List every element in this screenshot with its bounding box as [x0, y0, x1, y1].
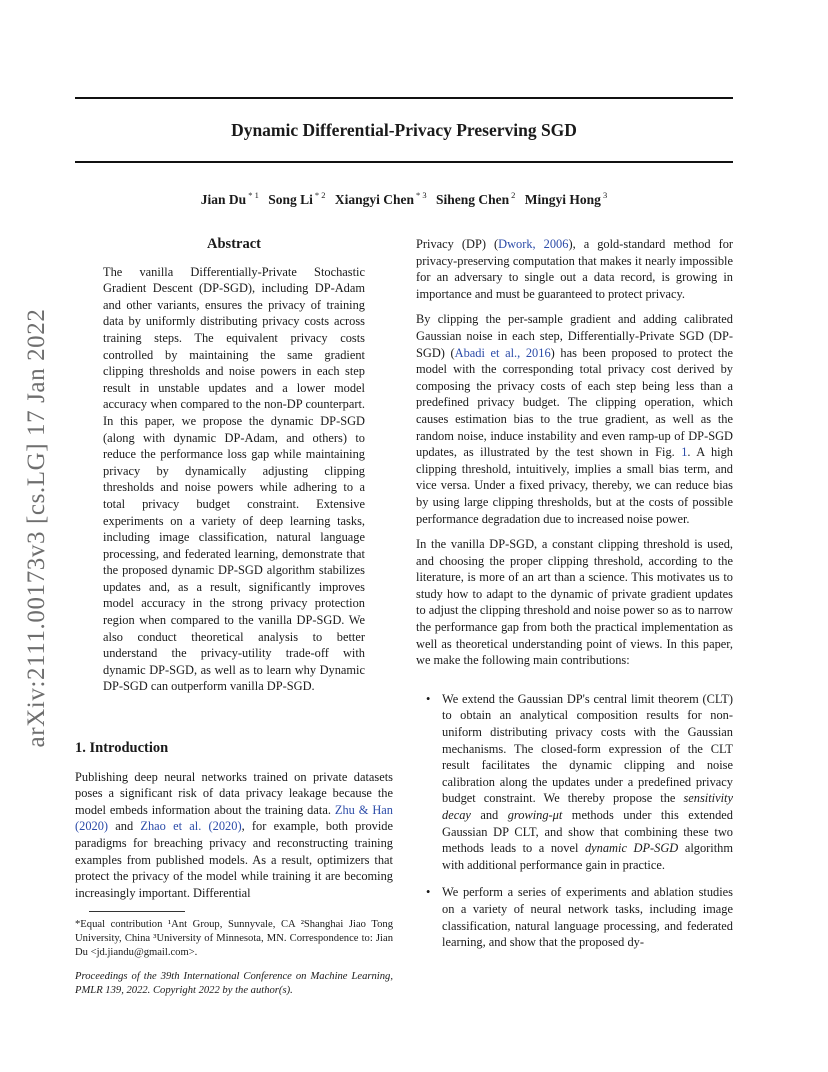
arxiv-watermark: arXiv:2111.00173v3 [cs.LG] 17 Jan 2022 [23, 308, 50, 748]
author: Song Li $^{* 2}$ [268, 190, 326, 207]
author-list [75, 190, 733, 208]
contribution-list [416, 691, 733, 951]
figure-link[interactable]: 1 [681, 445, 688, 460]
list-item: • We perform a series of experiments and ablation studies on a variety of neural network tasks, including image classification, natural language processing, and federated learning, and show that the proposed dy- [416, 884, 733, 950]
intro-paragraph: Publishing deep neural networks trained on private datasets poses a significant risk of data privacy leakage because the model embeds information about the training data. Zhu & Han (2020) and Zhao et al. (2020), for example, both provide paradigms for breaching privacy and reconstructing training examples from published models. As a result, optimizers that protect the privacy of the model while training it are becoming increasingly important. Differential [75, 769, 394, 900]
author: Mingyi Hong $^3$ [524, 190, 608, 207]
list-item: • We extend the Gaussian DP's central limit theorem (CLT) to obtain an analytical composition results for non-uniform distributing privacy costs with the Gaussian mechanisms. The closed-form expression of the CLT result facilitates the dynamic clipping and noise calibration along the updates under a predefined privacy budget constraint. We thereby propose the sensitivity decay and growing-μt methods under this extended Gaussian DP CLT, and show that combining these two methods leads to a novel dynamic DP-SGD algorithm with additional performance gain in practice. [416, 691, 733, 874]
intro-paragraph: Privacy (DP) (Dwork, 2006), a gold-standard method for privacy-preserving computation that makes it nearly impossible for an adversary to single out a data record, is growing in importance and must be guaranteed to protect privacy. [416, 237, 734, 301]
title-bottom-rule [75, 161, 733, 163]
section-heading-introduction: 1. Introduction [75, 740, 169, 757]
citation-link[interactable]: Zhao et al. (2020) [140, 819, 242, 834]
abstract-text: The vanilla Differentially-Private Stochastic Gradient Descent (DP-SGD), including DP-Adam and other variants, ensures the privacy of training data by uniformly distributing privacy costs across training steps. The equivalent privacy costs controlled by maintaining the same gradient clipping thresholds and noise powers in each step result in unstable updates and a lower model accuracy when compared to the non-DP counterpart. In this paper, we propose the dynamic DP-SGD (along with dynamic DP-Adam, and others) to reduce the performance loss gap while maintaining privacy by dynamically adjusting clipping thresholds and noise powers while adhering to a total privacy budget constraint. Extensive experiments on a variety of deep learning tasks, including image classification, natural language processing, and federated learning, demonstrate that the proposed dynamic DP-SGD algorithm stabilizes updates and, as a result, significantly improves model accuracy in the strong privacy protection region when compared to the vanilla DP-SGD. We also conduct theoretical analysis to better understand the privacy-utility trade-off with dynamic DP-SGD, as well as to learn why Dynamic DP-SGD can outperform vanilla DP-SGD. [103, 264, 365, 694]
citation-link[interactable]: Zhu & Han (2020) [75, 802, 394, 834]
footnote-affiliations: *Equal contribution ¹Ant Group, Sunnyvale, CA ²Shanghai Jiao Tong University, China ³University of Minnesota, MN. Correspondence to: Jian Du <jd.jiandu@gmail.com>. [75, 919, 393, 958]
author: Siheng Chen $^2$ [436, 190, 516, 207]
left-column [75, 236, 393, 997]
intro-paragraph: In the vanilla DP-SGD, a constant clipping threshold is used, and choosing the proper clipping threshold, according to the literature, is more of an art than a science. This motivates us to study how to adapt to the dynamic of private gradient updates to adjust the clipping threshold and noise power so as to narrow the performance gap from both the practical implementation as well as theoretical understanding point of views. In this paper, we make the following main contributions: [416, 537, 733, 668]
paper-title: Dynamic Differential-Privacy Preserving SGD [231, 120, 577, 140]
abstract-heading: Abstract [207, 236, 261, 252]
intro-paragraph: By clipping the per-sample gradient and adding calibrated Gaussian noise in each step, Differentially-Private SGD (DP-SGD) (Abadi et al., 2016) has been proposed to protect the model with the corresponding total privacy cost derived by composing the privacy costs of each step being less than a predefined privacy budget. The clipping operation, which causes estimation bias to the true gradient, as well as the random noise, induce instability and even ramp-up of DP-SGD updates, as illustrated by the test shown in Fig. 1. A high clipping threshold, intuitively, implies a small bias term, and vice versa. Under a fixed privacy, thereby, we can reduce bias by using large clipping thresholds, but at the costs of possible performance degradation due to increased noise power. [416, 312, 733, 526]
citation-link[interactable]: Dwork, 2006 [498, 237, 569, 251]
right-column [416, 236, 733, 962]
author: Xiangyi Chen $^{* 3}$ [334, 190, 427, 207]
citation-link[interactable]: Abadi et al., 2016 [454, 345, 551, 360]
proceedings-note: Proceedings of the 39th International Conference on Machine Learning, PMLR 139, 2022. Copyright 2022 by the author(s). [75, 971, 393, 996]
title-top-rule [75, 97, 733, 99]
footnote-rule [89, 911, 185, 912]
author: Jian Du $^{* 1}$ [200, 190, 259, 207]
